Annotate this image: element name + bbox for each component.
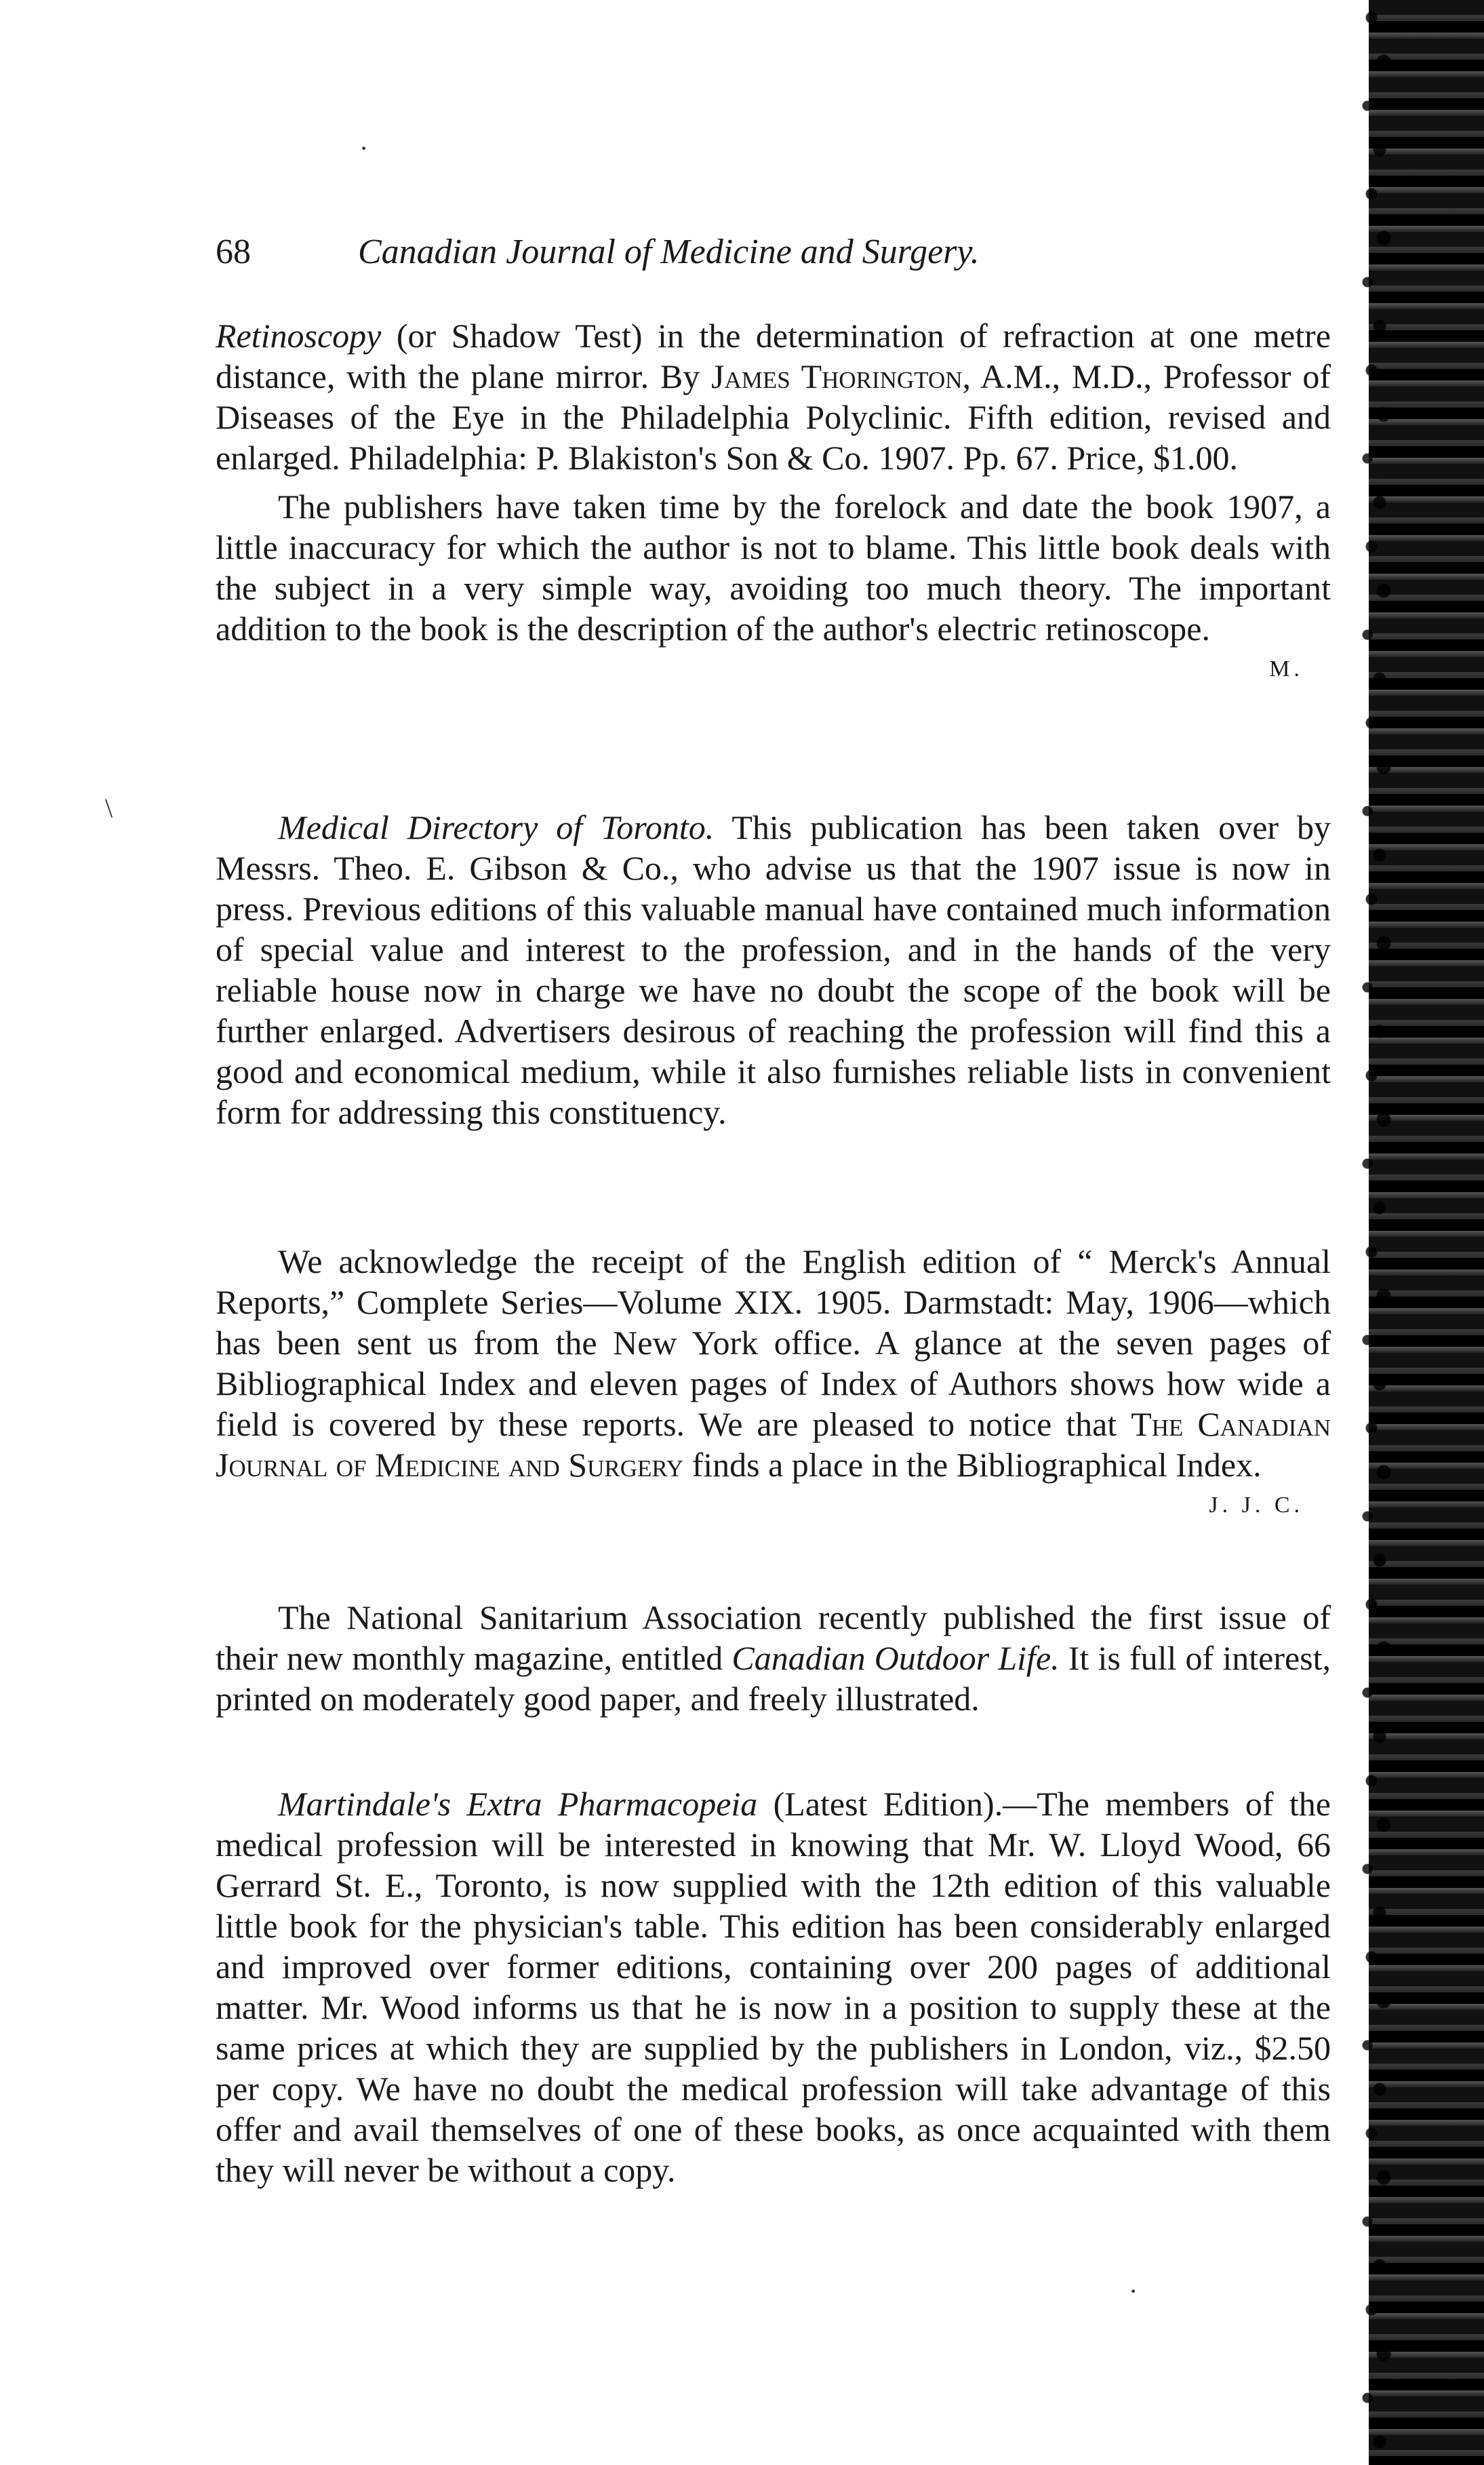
citation-end: , A.M., M.D., Professor of Diseases of the Eye in the Philadelphia Polyclinic. Fifth edition, revised and enlarged. Philadelphia: P. Blakiston's Son & Co. 1907. Pp. 67. Price, $1.00. [216, 357, 1331, 477]
scan-speck: \ [105, 793, 113, 823]
review-body-text: The publishers have taken time by the forelock and date the book 1907, a little inaccuracy for which the author is not to blame. This little book deals with the subject in a very simple way, avoiding too much theory. The important addition to the book is the description of the author's electric retinoscope. [216, 488, 1331, 648]
review-body-text: The National Sanitarium Association recently published the first issue of their new monthly magazine, entitled [216, 1598, 1331, 1677]
page-number: 68 [216, 233, 251, 271]
reviewer-signature: M. [1269, 656, 1304, 682]
review-body-text: This publication has been taken over by Messrs. Theo. E. Gibson & Co., who advise us that the 1907 issue is now in press. Previous editions of this valuable manual have contained much information of special value and interest to the profession, and in the hands of the very reliable house now in charge we have no doubt the scope of the book will be further enlarged. Advertisers desirous of reaching the profession will find this a good and economical medium, while it also furnishes reliable lists in convenient form for addressing this constituency. [216, 808, 1331, 1131]
book-title: Retinoscopy [216, 317, 382, 355]
review-medical-directory [216, 807, 1331, 1132]
journal-title: Canadian Journal of Medicine and Surgery. [358, 233, 980, 271]
review-body-end: It is full of interest, printed on moderately good paper, and freely illustrated. [216, 1639, 1331, 1718]
review-merck [216, 1241, 1331, 1526]
review-sanitarium [216, 1597, 1331, 1719]
magazine-title: Canadian Outdoor Life. [731, 1639, 1060, 1677]
review-body [216, 1597, 1331, 1719]
citation [216, 315, 1331, 478]
review-retinoscopy [216, 315, 1331, 690]
journal-name: The Canadian Journal of Medicine and Surgery [216, 1405, 1331, 1484]
book-title: Martindale's Extra Pharmacopeia [278, 1785, 758, 1823]
reviewer-signature: J. J. C. [1209, 1493, 1304, 1518]
review-body [216, 1241, 1331, 1518]
author-name: James Thorington [711, 357, 963, 395]
scan-speck: · [1129, 2276, 1138, 2306]
book-title: Medical Directory of Toronto. [278, 808, 715, 846]
review-martindale [216, 1783, 1331, 2190]
review-body [216, 486, 1331, 682]
running-header [216, 232, 1368, 286]
review-body [216, 807, 1331, 1132]
scan-edge-specks [1355, 0, 1396, 2465]
review-body [216, 1783, 1331, 2190]
scan-speck: · [359, 133, 369, 163]
review-body-end: finds a place in the Bibliographical Index. [691, 1446, 1262, 1484]
review-body-text: (Latest Edition).—The members of the medical profession will be interested in knowing that Mr. W. Lloyd Wood, 66 Gerrard St. E., Toronto, is now supplied with the 12th edition of this valuable little book for the physician's table. This edition has been considerably enlarged and improved over former editions, containing over 200 pages of additional matter. Mr. Wood informs us that he is now in a position to supply these at the same prices at which they are supplied by the publishers in London, viz., $2.50 per copy. We have no doubt the medical profession will take advantage of this offer and avail themselves of one of these books, as once acquainted with them they will never be without a copy. [216, 1785, 1331, 2189]
citation-text: (or Shadow Test) in the determination of refraction at one metre distance, with the plane mirror. By [216, 317, 1331, 395]
review-body-text: We acknowledge the receipt of the English edition of “ Merck's Annual Reports,” Complete Series—Volume XIX. 1905. Darmstadt: May, 1906—which has been sent us from the New York office. A glance at the seven pages of Bibliographical Index and eleven pages of Index of Authors shows how wide a field is covered by these reports. We are pleased to notice that [216, 1242, 1331, 1443]
